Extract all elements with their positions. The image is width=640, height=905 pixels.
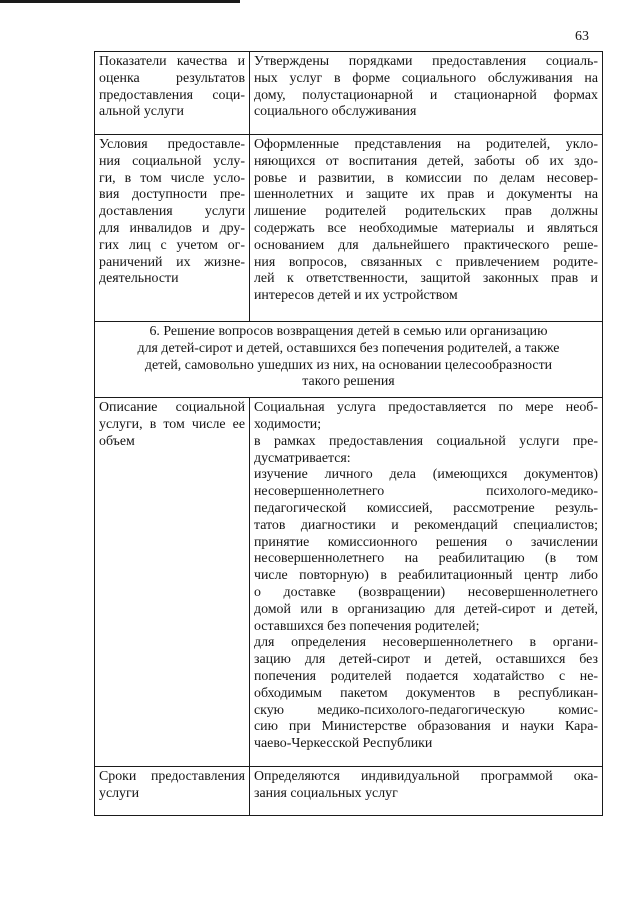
heading-line: 6. Решение вопросов возвращения детей в семью или организацию [149, 324, 548, 339]
text-line: ния вопросов, связанных с привлечением родите- [254, 254, 598, 270]
text-line: сию при Министерстве образования и науки Кара- [254, 719, 598, 735]
row-label [95, 135, 250, 322]
text-line: домой или в организацию для детей-сирот и детей, [254, 601, 598, 617]
text-line: несовершеннолетнего психолого-медико- [254, 484, 598, 500]
text-line: числе повторную) в реабилитационный центр либо [254, 568, 598, 584]
text-line: доставления услуги [99, 204, 245, 220]
top-scan-rule [0, 0, 240, 3]
text-line: для определения несовершеннолетнего в органи- [254, 635, 598, 651]
text-line: лей к ответственности, защитой законных прав и [254, 271, 598, 287]
table-row-description [95, 398, 603, 767]
text-line: лишение родителей родительских прав должны [254, 204, 598, 220]
text-line: основанием для дальнейшего практического реше- [254, 237, 598, 253]
text-line: в рамках предоставления социальной услуги пре- [254, 433, 598, 449]
text-line: обходимым пакетом документов в республикан- [254, 685, 598, 701]
row-label [95, 52, 250, 135]
text-line: услуги [99, 785, 140, 801]
text-line: изучение личного дела (имеющихся документов) [254, 467, 598, 483]
text-line: ходимости; [254, 416, 322, 432]
text-line: ния социальной услу- [99, 153, 245, 169]
heading-line: для детей-сирот и детей, оставшихся без попечения родителей, а также [137, 340, 560, 356]
text-line: принятие комиссионного решения о зачислении [254, 534, 598, 550]
heading-line: детей, самовольно ушедших из них, на основании целесообразности [144, 357, 553, 373]
table-row-terms [95, 767, 603, 816]
page-number: 63 [575, 29, 589, 44]
service-table [94, 51, 603, 816]
text-line: интересов детей и их устройством [254, 288, 458, 304]
text-line: альной услуги [99, 104, 184, 120]
text-line: дому, полустационарной и стационарной формах [254, 87, 598, 103]
text-line: Определяются индивидуальной программой ока- [254, 769, 598, 785]
text-line: педагогической комиссией, рассмотрение резуль- [254, 500, 598, 516]
text-line: гих лиц с учетом ог- [99, 237, 245, 253]
text-line: няющихся от воспитания детей, заботы об их здо- [254, 153, 598, 169]
text-line: о доставке (возвращении) несовершеннолетнего [254, 584, 598, 600]
text-line: ных услуг в форме социального обслуживания на [254, 70, 598, 86]
text-line: Условия предоставле- [99, 137, 245, 152]
text-line: деятельности [99, 271, 179, 287]
text-line: Оформленные представления на родителей, укло- [254, 137, 598, 152]
row-value [250, 52, 603, 135]
text-line: татов диагностики и рекомендаций специалистов; [254, 517, 598, 533]
text-line: попечения родителей подается ходатайство с не- [254, 668, 598, 684]
text-line: Описание социальной [99, 400, 245, 416]
table-section-heading-row [95, 322, 603, 398]
text-line: несовершеннолетнего на реабилитацию (в том [254, 551, 598, 567]
text-line: оценка результатов [99, 70, 245, 86]
row-value [250, 767, 603, 816]
text-line: Социальная услуга предоставляется по мере необ- [254, 400, 598, 416]
text-line: ровье и развитии, в комиссии по делам несовер- [254, 170, 598, 186]
text-line: ги, в том числе усло- [99, 170, 245, 186]
text-line: социального обслуживания [254, 104, 417, 120]
table-row-conditions [95, 135, 603, 322]
text-line: чаево-Черкесской Республики [254, 736, 433, 752]
text-line: для инвалидов и дру- [99, 220, 245, 236]
row-value [250, 398, 603, 767]
text-line: содержать все необходимые материалы и являться [254, 220, 598, 236]
text-line: объем [99, 433, 135, 449]
row-value [250, 135, 603, 322]
text-line: шеннолетних и защите их прав и документы на [254, 187, 598, 203]
text-line: раничений их жизне- [99, 254, 245, 270]
text-line: оставшихся без попечения родителей; [254, 618, 480, 634]
text-line: Утверждены порядками предоставления социаль- [254, 54, 598, 69]
text-line: скую медико-психолого-педагогическую комис- [254, 702, 598, 718]
text-line: дусматривается: [254, 450, 351, 466]
heading-line: такого решения [302, 374, 395, 390]
text-line: услуги, в том числе ее [99, 416, 245, 432]
table-row-quality [95, 52, 603, 135]
row-label [95, 767, 250, 816]
text-line: предоставления соци- [99, 87, 245, 103]
text-line: зацию для детей-сирот и детей, оставшихся без [254, 652, 598, 668]
text-line: вия доступности пре- [99, 187, 245, 203]
section-heading [95, 322, 603, 398]
row-label [95, 398, 250, 767]
text-line: Сроки предоставления [99, 769, 245, 785]
text-line: зания социальных услуг [254, 785, 398, 801]
text-line: Показатели качества и [99, 54, 245, 69]
